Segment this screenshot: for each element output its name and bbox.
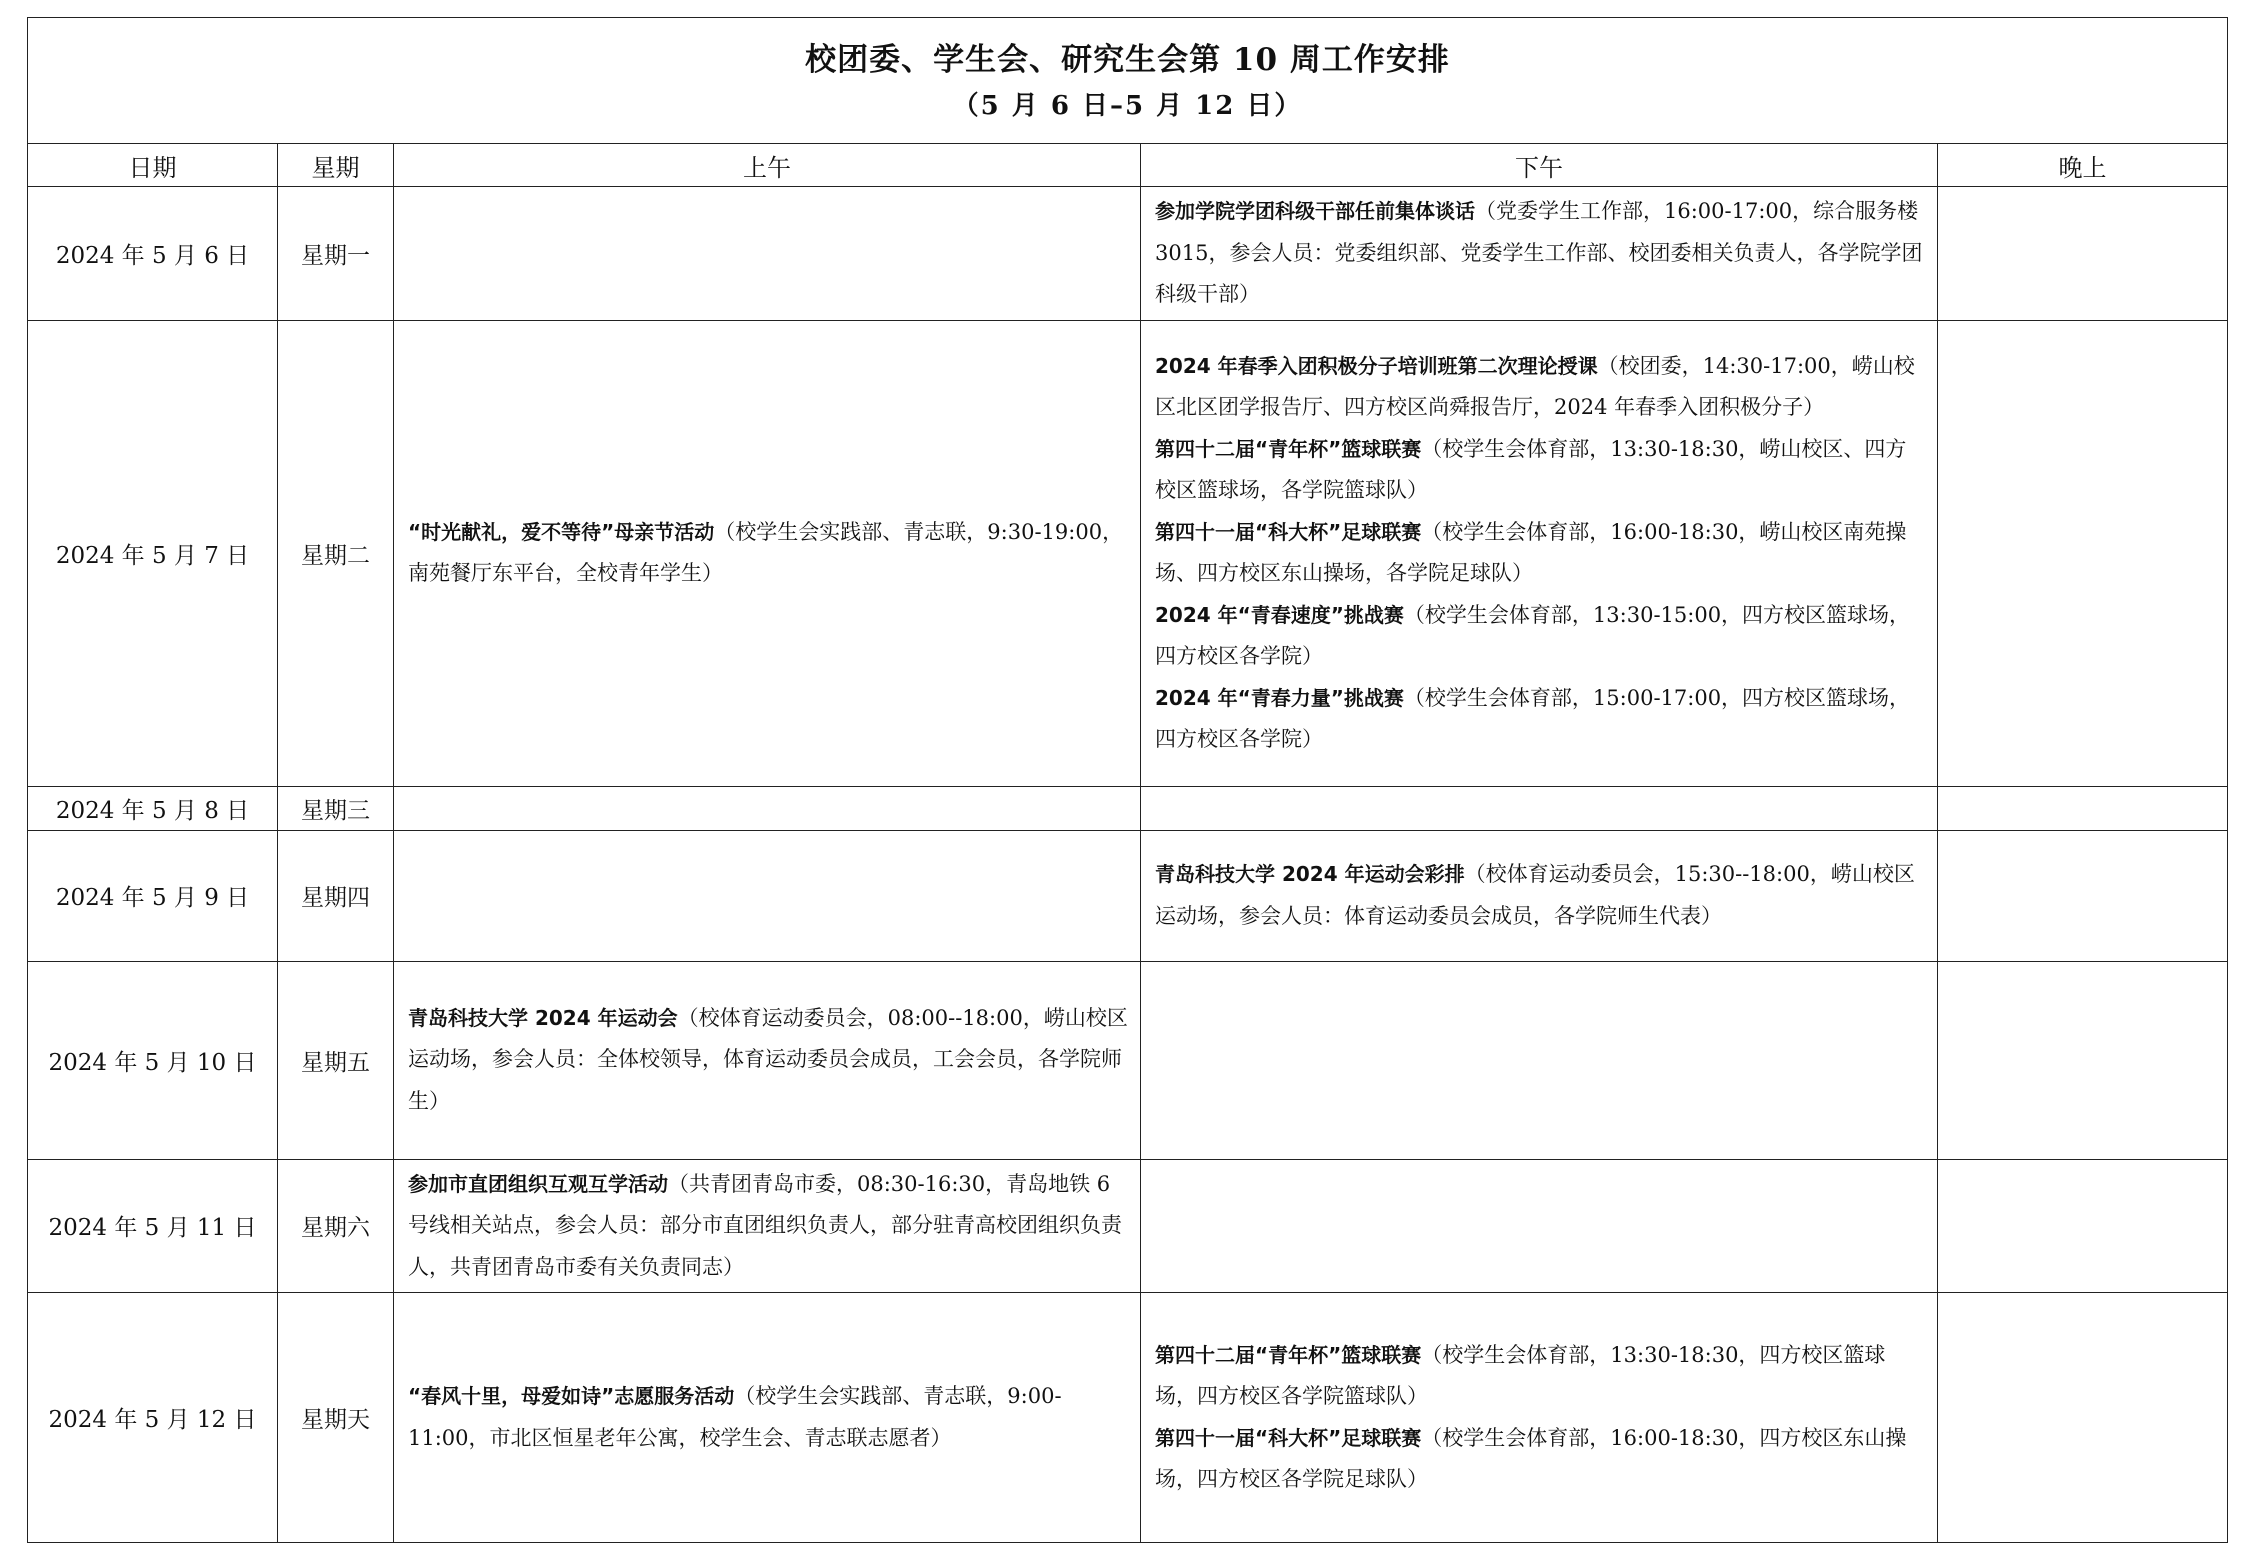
- event-entry: [408, 1164, 1128, 1289]
- evening-cell: [1938, 830, 2228, 961]
- date-cell: 2024 年 5 月 10 日: [28, 961, 278, 1159]
- event-detail: （校团委，14:30-17:00，崂山校区北区团学报告厅、四方校区尚舜报告厅，2024 年春季入团积极分子）: [1155, 353, 1915, 419]
- schedule-row: [28, 786, 2228, 830]
- event-detail: （校体育运动委员会，15:30--18:00，崂山校区运动场，参会人员：体育运动委员会成员，各学院师生代表）: [1155, 862, 1915, 928]
- event-detail: （校学生会体育部，13:30-15:00，四方校区篮球场，四方校区各学院）: [1155, 602, 1911, 668]
- event-entry: [1155, 1335, 1925, 1418]
- event-detail: （党委学生工作部，16:00-17:00，综合服务楼 3015，参会人员：党委组织部、党委学生工作部、校团委相关负责人，各学院学团科级干部）: [1155, 199, 1923, 306]
- afternoon-cell: [1141, 961, 1938, 1159]
- weekday-cell: 星期二: [278, 320, 394, 786]
- event-title: 2024 年春季入团积极分子培训班第二次理论授课: [1155, 353, 1598, 378]
- schedule-row: [28, 187, 2228, 321]
- afternoon-cell: [1141, 786, 1938, 830]
- event-detail: （校学生会体育部，13:30-18:30，四方校区篮球场，四方校区各学院篮球队）: [1155, 1342, 1886, 1408]
- date-cell: 2024 年 5 月 11 日: [28, 1159, 278, 1293]
- event-entry: [1155, 678, 1925, 761]
- morning-cell: [394, 1293, 1141, 1543]
- date-cell: 2024 年 5 月 6 日: [28, 187, 278, 321]
- event-title: “时光献礼，爱不等待”母亲节活动: [408, 519, 715, 544]
- event-title: 第四十一届“科大杯”足球联赛: [1155, 519, 1422, 544]
- event-title: 2024 年“青春力量”挑战赛: [1155, 685, 1404, 710]
- morning-cell: [394, 830, 1141, 961]
- morning-cell: [394, 786, 1141, 830]
- event-title: 第四十一届“科大杯”足球联赛: [1155, 1425, 1422, 1450]
- event-entry: [1155, 1418, 1925, 1501]
- event-detail: （校学生会体育部，13:30-18:30，崂山校区、四方校区篮球场，各学院篮球队）: [1155, 436, 1907, 502]
- afternoon-cell: [1141, 187, 1938, 321]
- weekday-cell: 星期一: [278, 187, 394, 321]
- schedule-body: [28, 187, 2228, 1543]
- header-date: 日期: [28, 144, 278, 187]
- schedule-row: [28, 961, 2228, 1159]
- weekday-cell: 星期四: [278, 830, 394, 961]
- morning-cell: [394, 1159, 1141, 1293]
- afternoon-cell: [1141, 1293, 1938, 1543]
- schedule-table: [27, 17, 2228, 1543]
- header-afternoon: 下午: [1141, 144, 1938, 187]
- weekday-cell: 星期六: [278, 1159, 394, 1293]
- event-entry: [408, 512, 1128, 595]
- title-row: [28, 18, 2228, 144]
- event-entry: [1155, 595, 1925, 678]
- event-entry: [1155, 346, 1925, 429]
- afternoon-cell: [1141, 320, 1938, 786]
- evening-cell: [1938, 1159, 2228, 1293]
- event-entry: [408, 998, 1128, 1123]
- evening-cell: [1938, 320, 2228, 786]
- event-entry: [1155, 191, 1925, 316]
- afternoon-cell: [1141, 830, 1938, 961]
- date-cell: 2024 年 5 月 7 日: [28, 320, 278, 786]
- evening-cell: [1938, 961, 2228, 1159]
- header-row: [28, 144, 2228, 187]
- schedule-row: [28, 1159, 2228, 1293]
- event-detail: （校体育运动委员会，08:00--18:00，崂山校区运动场，参会人员：全体校领导，体育运动委员会成员，工会会员，各学院师生）: [408, 1005, 1128, 1113]
- morning-cell: [394, 187, 1141, 321]
- evening-cell: [1938, 187, 2228, 321]
- event-entry: [1155, 429, 1925, 512]
- event-title: “春风十里，母爱如诗”志愿服务活动: [408, 1384, 735, 1408]
- morning-cell: [394, 961, 1141, 1159]
- weekday-cell: 星期天: [278, 1293, 394, 1543]
- title-cell: [28, 18, 2228, 144]
- afternoon-cell: [1141, 1159, 1938, 1293]
- page-subtitle: （5 月 6 日–5 月 12 日）: [952, 90, 1303, 121]
- header-weekday: 星期: [278, 144, 394, 187]
- event-title: 青岛科技大学 2024 年运动会彩排: [1155, 862, 1465, 886]
- event-entry: [1155, 854, 1925, 937]
- evening-cell: [1938, 786, 2228, 830]
- morning-cell: [394, 320, 1141, 786]
- date-cell: 2024 年 5 月 9 日: [28, 830, 278, 961]
- event-title: 参加市直团组织互观互学活动: [408, 1171, 668, 1196]
- weekday-cell: 星期三: [278, 786, 394, 830]
- event-detail: （共青团青岛市委，08:30-16:30，青岛地铁 6 号线相关站点，参会人员：部分市直团组织负责人，部分驻青高校团组织负责人，共青团青岛市委有关负责同志）: [408, 1171, 1122, 1279]
- event-title: 第四十二届“青年杯”篮球联赛: [1155, 436, 1422, 461]
- event-title: 2024 年“青春速度”挑战赛: [1155, 602, 1404, 627]
- date-cell: 2024 年 5 月 8 日: [28, 786, 278, 830]
- schedule-row: [28, 830, 2228, 961]
- event-title: 第四十二届“青年杯”篮球联赛: [1155, 1342, 1422, 1367]
- evening-cell: [1938, 1293, 2228, 1543]
- event-detail: （校学生会体育部，15:00-17:00，四方校区篮球场，四方校区各学院）: [1155, 685, 1911, 751]
- event-detail: （校学生会体育部，16:00-18:30，崂山校区南苑操场、四方校区东山操场，各学院足球队）: [1155, 519, 1907, 585]
- date-cell: 2024 年 5 月 12 日: [28, 1293, 278, 1543]
- header-evening: 晚上: [1938, 144, 2228, 187]
- weekday-cell: 星期五: [278, 961, 394, 1159]
- page-title: 校团委、学生会、研究生会第 10 周工作安排: [805, 41, 1450, 78]
- schedule-sheet: [27, 17, 2227, 1543]
- event-detail: （校学生会体育部，16:00-18:30，四方校区东山操场，四方校区各学院足球队）: [1155, 1425, 1907, 1491]
- event-detail: （校学生会实践部、青志联，9:30-19:00，南苑餐厅东平台，全校青年学生）: [408, 519, 1124, 585]
- schedule-row: [28, 1293, 2228, 1543]
- event-entry: [408, 1376, 1128, 1459]
- event-title: 参加学院学团科级干部任前集体谈话: [1155, 199, 1475, 223]
- header-morning: 上午: [394, 144, 1141, 187]
- event-title: 青岛科技大学 2024 年运动会: [408, 1005, 678, 1030]
- event-entry: [1155, 512, 1925, 595]
- schedule-row: [28, 320, 2228, 786]
- event-detail: （校学生会实践部、青志联，9:00-11:00，市北区恒星老年公寓，校学生会、青志联志愿者）: [408, 1384, 1062, 1450]
